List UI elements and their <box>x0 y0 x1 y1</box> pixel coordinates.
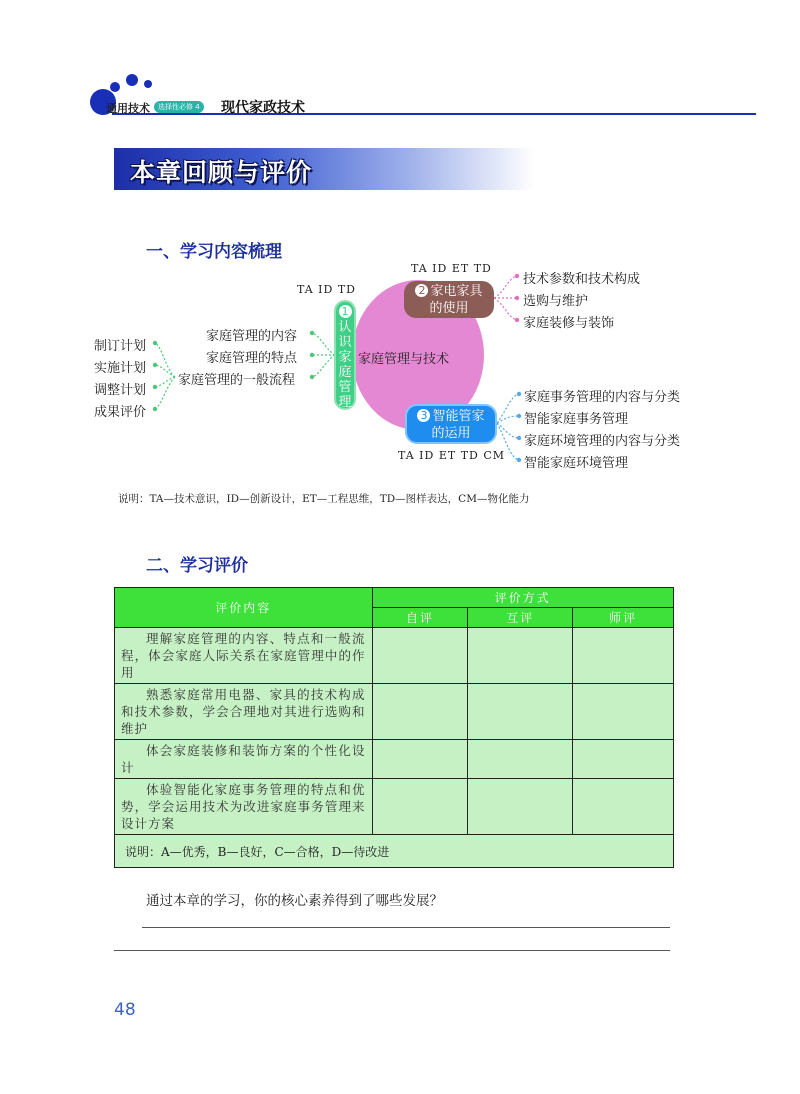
rating-cell[interactable] <box>573 684 674 740</box>
node2-codes: TA ID ET TD <box>411 262 492 275</box>
node1-char: 家 <box>338 350 352 365</box>
header-badge: 选择性必修 4 <box>154 101 204 113</box>
node3-item: 家庭环境管理的内容与分类 <box>524 434 681 449</box>
mindmap-center-label: 家庭管理与技术 <box>358 352 450 367</box>
node1-connectors <box>312 333 335 377</box>
criterion: 体会家庭装修和装饰方案的个性化设计 <box>115 740 373 779</box>
rating-cell[interactable] <box>468 740 573 779</box>
grade-note: 说明：A—优秀，B—良好，C—合格，D—待改进 <box>115 835 674 868</box>
rating-cell[interactable] <box>372 779 468 835</box>
node2-connectors <box>494 276 517 320</box>
node1-char: 认 <box>338 320 352 335</box>
node1-char: 识 <box>338 335 352 350</box>
criterion: 体验智能化家庭事务管理的特点和优势，学会运用技术为改进家庭事务管理来设计方案 <box>115 779 373 835</box>
node3-line2: 的运用 <box>431 426 471 441</box>
process-step: 成果评价 <box>94 405 147 420</box>
node1-item: 家庭管理的内容 <box>206 329 298 344</box>
rating-cell[interactable] <box>468 779 573 835</box>
node1-number: 1 <box>339 305 352 318</box>
table-row <box>115 779 674 835</box>
rating-cell[interactable] <box>372 740 468 779</box>
method-self: 自评 <box>372 608 468 628</box>
rating-cell[interactable] <box>573 779 674 835</box>
node1-char: 庭 <box>338 365 352 380</box>
page-number: 48 <box>114 1000 136 1020</box>
section-title-2: 二、学习评价 <box>146 556 248 576</box>
node1-char: 管 <box>338 380 352 395</box>
mindmap-node-1 <box>334 300 356 410</box>
table-note-row <box>115 835 674 868</box>
node3-number: 3 <box>417 409 430 422</box>
node3-line1: 智能管家 <box>432 409 485 424</box>
rating-cell[interactable] <box>372 684 468 740</box>
table-row <box>115 684 674 740</box>
evaluation-table <box>114 587 674 868</box>
node3-item: 智能家庭环境管理 <box>524 456 629 471</box>
process-step: 实施计划 <box>94 361 147 376</box>
answer-line[interactable] <box>114 950 670 951</box>
mindmap-node-3 <box>405 404 497 444</box>
method-peer: 互评 <box>468 608 573 628</box>
criterion: 理解家庭管理的内容、特点和一般流程，体会家庭人际关系在家庭管理中的作用 <box>115 628 373 684</box>
header-book-title: 通用技术 <box>106 102 150 115</box>
rating-cell[interactable] <box>573 740 674 779</box>
node1-item: 家庭管理的特点 <box>206 351 298 366</box>
node2-item: 选购与维护 <box>523 294 589 309</box>
content-header: 评价内容 <box>115 588 373 628</box>
node2-line1: 家电家具 <box>430 284 483 299</box>
node2-number: 2 <box>415 284 428 297</box>
node2-item: 技术参数和技术构成 <box>523 272 641 287</box>
rating-cell[interactable] <box>468 684 573 740</box>
node2-item: 家庭装修与装饰 <box>523 316 615 331</box>
node1-item: 家庭管理的一般流程 <box>178 373 296 388</box>
method-teacher: 师评 <box>573 608 674 628</box>
process-step: 调整计划 <box>94 383 147 398</box>
node2-connector-dots <box>515 274 519 322</box>
process-connectors <box>155 343 175 409</box>
node1-codes: TA ID TD <box>297 283 356 296</box>
chapter-banner-title: 本章回顾与评价 <box>130 158 313 187</box>
reflection-question: 通过本章的学习，你的核心素养得到了哪些发展？ <box>146 893 443 909</box>
node2-line2: 的使用 <box>429 301 469 316</box>
process-connector-dots <box>153 341 157 411</box>
node1-char: 理 <box>338 395 352 410</box>
table-row <box>115 740 674 779</box>
method-header: 评价方式 <box>372 588 673 608</box>
rating-cell[interactable] <box>372 628 468 684</box>
table-row <box>115 628 674 684</box>
node3-item: 智能家庭事务管理 <box>524 412 629 427</box>
section-title-1: 一、学习内容梳理 <box>146 242 282 262</box>
mindmap-legend: 说明：TA—技术意识，ID—创新设计，ET—工程思维，TD—图样表达，CM—物化能力 <box>118 493 530 505</box>
criterion: 熟悉家庭常用电器、家具的技术构成和技术参数，学会合理地对其进行选购和维护 <box>115 684 373 740</box>
node1-connector-dots <box>310 331 314 379</box>
header-volume-title: 现代家政技术 <box>221 100 305 116</box>
node3-item: 家庭事务管理的内容与分类 <box>524 390 681 405</box>
answer-line[interactable] <box>142 927 670 928</box>
mindmap-node-2 <box>404 281 494 318</box>
process-step: 制订计划 <box>94 339 147 354</box>
node3-connector-dots <box>517 392 521 462</box>
rating-cell[interactable] <box>468 628 573 684</box>
node3-codes: TA ID ET TD CM <box>398 449 506 462</box>
rating-cell[interactable] <box>573 628 674 684</box>
